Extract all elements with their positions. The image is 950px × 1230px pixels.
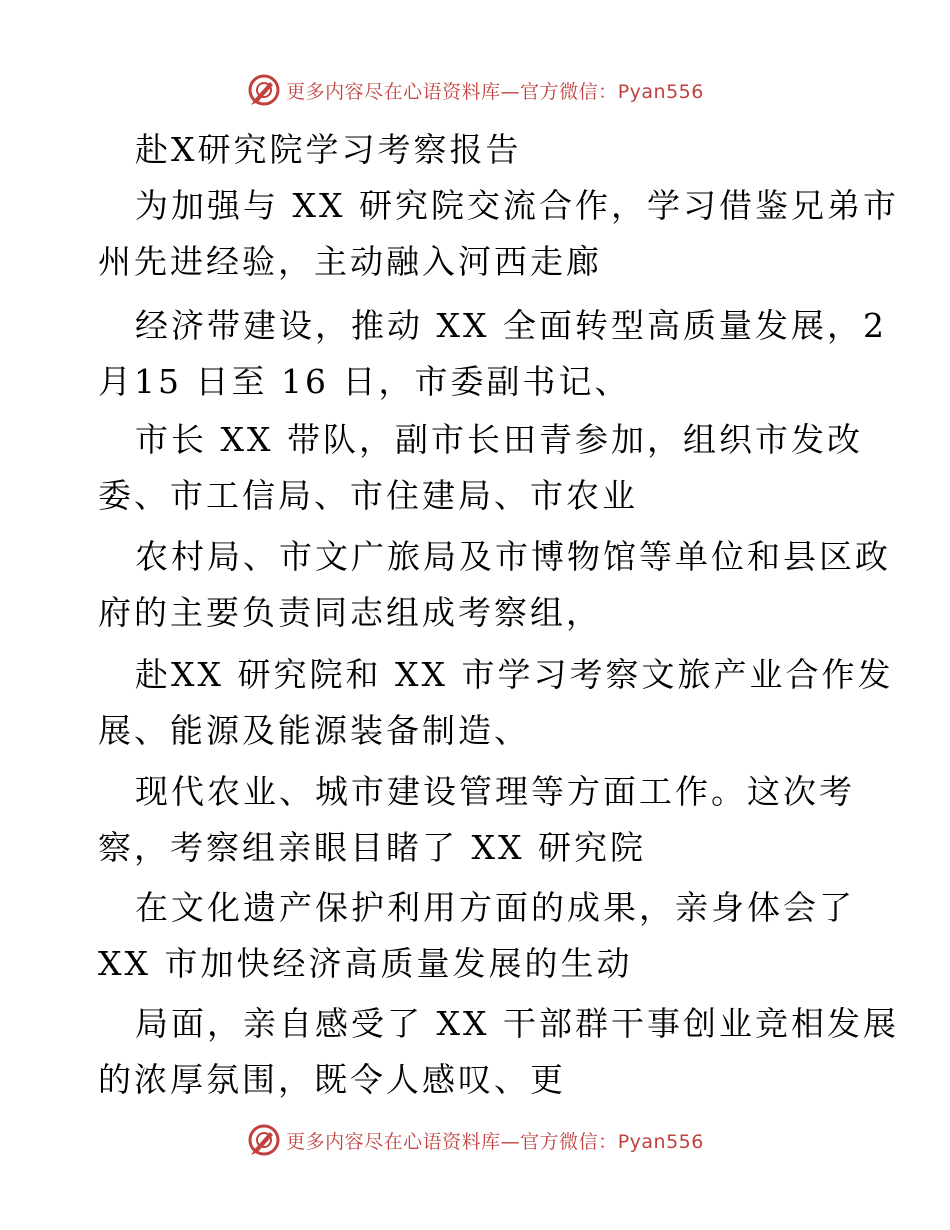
- header-banner: [0, 70, 950, 110]
- document-title: 赴X研究院学习考察报告: [135, 130, 522, 169]
- footer-banner: [0, 1120, 950, 1160]
- header-banner-wechat-label: 官方微信：: [520, 80, 618, 103]
- paragraph-line: XX 市加快经济高质量发展的生动: [98, 944, 633, 983]
- footer-banner-wechat-label: 官方微信：: [520, 1130, 618, 1153]
- paragraph-line: 局面，亲自感受了 XX 干部群干事创业竞相发展: [135, 1004, 899, 1043]
- paragraph-line: 的浓厚氛围，既令人感叹、更: [98, 1060, 566, 1099]
- paragraph-line: 为加强与 XX 研究院交流合作，学习借鉴兄弟市: [135, 186, 899, 225]
- brand-logo-icon: [246, 72, 282, 108]
- paragraph-line: 经济带建设，推动 XX 全面转型高质量发展，2: [135, 306, 887, 345]
- paragraph-line: 现代农业、城市建设管理等方面工作。这次考: [135, 772, 855, 811]
- paragraph-line: 委、市工信局、市住建局、市农业: [98, 476, 638, 515]
- paragraph-line: 州先进经验，主动融入河西走廊: [98, 242, 602, 281]
- header-banner-text: [286, 77, 704, 104]
- footer-banner-wechat-id: Pyan556: [617, 1130, 704, 1153]
- header-banner-wechat-id: Pyan556: [617, 80, 704, 103]
- footer-banner-separator: —: [500, 1130, 521, 1153]
- paragraph-line: 月15 日至 16 日，市委副书记、: [98, 362, 631, 401]
- paragraph-line: 赴XX 研究院和 XX 市学习考察文旅产业合作发: [135, 655, 894, 694]
- footer-banner-title: 更多内容尽在心语资料库: [286, 1130, 501, 1153]
- footer-banner-text: [286, 1127, 704, 1154]
- paragraph-line: 市长 XX 带队，副市长田青参加，组织市发改: [135, 420, 863, 459]
- header-banner-separator: —: [500, 80, 521, 103]
- paragraph-line: 府的主要负责同志组成考察组，: [98, 593, 602, 632]
- paragraph-line: 在文化遗产保护利用方面的成果，亲身体会了: [135, 888, 855, 927]
- paragraph-line: 察，考察组亲眼目睹了 XX 研究院: [98, 828, 646, 867]
- brand-logo-icon: [246, 1122, 282, 1158]
- header-banner-title: 更多内容尽在心语资料库: [286, 80, 501, 103]
- paragraph-line: 展、能源及能源装备制造、: [98, 711, 530, 750]
- paragraph-line: 农村局、市文广旅局及市博物馆等单位和县区政: [135, 537, 891, 576]
